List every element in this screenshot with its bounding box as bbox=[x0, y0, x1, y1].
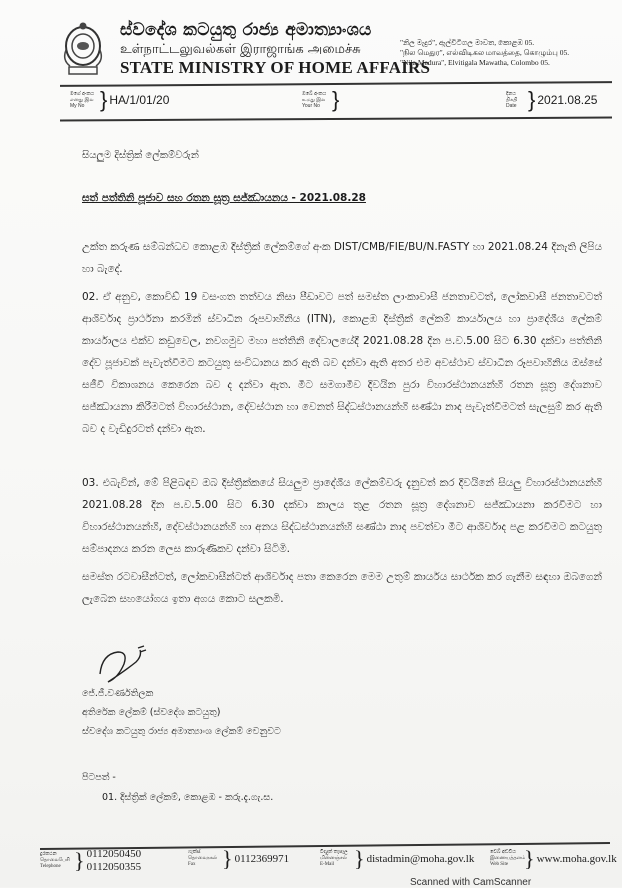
header-bottom-rule bbox=[60, 117, 612, 121]
telephone-label: දුරකථන தொலைபேசி Telephone bbox=[40, 852, 70, 869]
footer-fax bbox=[188, 848, 289, 870]
website-label: වෙබ් අඩවිය இணையத்தளம் Web Site bbox=[490, 850, 526, 867]
brace: } bbox=[332, 87, 340, 112]
brace: } bbox=[100, 87, 108, 112]
salutation: සියලුම දිස්ත්‍රික් ලේකම්වරුන් bbox=[82, 150, 199, 161]
fax-label: ෆැක්ස් தொலைநகல் Fax bbox=[188, 850, 218, 867]
signatory-name: ජේ.ජී.වර්ණතිලක bbox=[82, 688, 154, 699]
date-field bbox=[506, 89, 597, 111]
telephone-number: 0112050450 bbox=[86, 848, 142, 860]
email-label: විද්‍යුත් තැපෑල மின்னஞ்சல் E-Mail bbox=[320, 850, 348, 867]
ministry-name-english: STATE MINISTRY OF HOME AFFAIRS bbox=[120, 58, 431, 77]
signatory-on-behalf: ස්වදේශ කටයුතු රාජ්‍ය අමාත්‍යාංශ ලේකම් වෙනුවට bbox=[82, 726, 281, 737]
address-english: "Nila Medura", Elvitigala Mawatha, Colombo 05. bbox=[400, 58, 550, 67]
brace: } bbox=[528, 87, 536, 112]
date-value: 2021.08.25 bbox=[537, 93, 598, 107]
your-number-field bbox=[302, 89, 341, 111]
paragraph-4: සමස්ත රටවාසීන්ටත්, ලෝකවාසීන්ටත් ආශිර්වාද පතා කෙරෙන මෙම උතුම් කාර්යය සාර්ථක කර ගැනීම සඳහා ඔබගෙන් ලැබෙන සහයෝගය ඉතා අගය කොට සලකමි. bbox=[82, 571, 602, 605]
address-sinhala: "නිල මැදුර", ඇල්විටිගල මාවත, කොළඹ 05. bbox=[400, 38, 535, 47]
copies-label: පිටපත් - bbox=[82, 772, 116, 783]
my-number-field bbox=[70, 89, 169, 111]
website-link[interactable]: www.moha.gov.lk bbox=[536, 852, 617, 865]
ministry-name-block bbox=[120, 20, 430, 78]
my-number-label: මගේ අංකය எனது இல My No bbox=[70, 91, 94, 109]
my-number-value: HA/1/01/20 bbox=[109, 93, 170, 107]
signatory-title: අතිරේක ලේකම් (ස්වදේශ කටයුතු) bbox=[82, 707, 221, 718]
fax-number: 0112369971 bbox=[234, 852, 290, 865]
address-tamil: "நில மெதுர", எல்விடிகல மாவத்தை, கொழும்பு 05. bbox=[400, 48, 570, 57]
date-label: දිනය திகதி Date bbox=[506, 91, 518, 109]
footer-website bbox=[490, 848, 617, 870]
footer-telephone bbox=[40, 848, 141, 874]
letter-subject: සත් පත්තිනි පූජාව සහ රතන සූත්‍ර සජ්ඣායනය - 2021.08.28 bbox=[82, 192, 366, 204]
copy-item: 01. දිස්ත්‍රික් ලේකම්, කොළඹ - කරු.දැ.ගැ.ස. bbox=[102, 792, 274, 803]
brace: } bbox=[74, 848, 85, 873]
signatory-block bbox=[82, 684, 281, 741]
email-link[interactable]: distadmin@moha.gov.lk bbox=[366, 852, 475, 865]
telephone-number: 0112050355 bbox=[86, 861, 142, 873]
paragraph-1: උක්ත කරුණ සම්බන්ධව කොළඹ දිස්ත්‍රික් ලේකම්ගේ අංක DIST/CMB/FIE/BU/N.FASTY හා 2021.08.24 දිනැති ලිපිය හා බැදේ. bbox=[82, 241, 602, 275]
brace: } bbox=[222, 846, 233, 871]
ministry-name-tamil: உள்நாட்டலுவல்கள் இராஜாங்க அமைச்சு bbox=[120, 42, 361, 57]
national-emblem-icon bbox=[60, 20, 106, 78]
paragraph-3: 03. එබැවින්, මේ පිළිබඳව ඔබ දිස්ත්‍රික්කයේ සියලුම ප්‍රාදේශීය ලේකම්වරු දැනුවත් කර දිවයිනේ සියලු විහාරස්ථානයන්හි 2021.08.28 දින ප.ව.5.00 සිට 6.30 දක්වා කාලය තුළ රතන සූත්‍ර දේශනාව සජ්ඣායනා කරවීමට හා විහාරස්ථානයන්හි, දේවස්ථානයන්හි හා අනය සිද්ධස්ථානයන්හි ඝණ්ඨා නාද පවත්වා මීට ආශිර්වාද පළ කරවීමට කටයුතු සම්පාදනය කරන ලෙස කාරුණිකව දන්වා සිටිමි. bbox=[82, 477, 602, 555]
brace: } bbox=[524, 846, 535, 871]
copies-block bbox=[82, 768, 273, 808]
paragraph-2: 02. ඒ අනුව, කොවිඩ් 19 වසංගත තත්වය නිසා පීඩාවට පත් සමස්ත ලාංකාවාසී ජනතාවටත්, ලෝකවාසී ජනතාවටත් ආශිර්වාද ප්‍රාර්ථනා කරමින් ස්වාධීන රූපවාහිනිය (ITN), කොළඹ දිස්ත්‍රික් ලේකම් කාර්යාලය හා ප්‍රාදේශීය ලේකම් කාර්යාලය එක්ව කඩුවෙල, නවගමුව මහා පත්තිනි දේවාලයේදී 2021.08.28 දින ප.ව.5.00 සිට 6.30 දක්වා පත්තිනි දේව පූජාවක් පැවැත්වීමට කටයුතු සංවිධානය කර ඇති බව දන්වා ඇති අතර එම අවස්ථාව ස්වාධීන රූපවාහිනිය ඔස්සේ සජීවී විකාශනය කෙරෙන බව ද දන්වා ඇත. මීට සමගාමීව දිවයින පුරා විහාරස්ථානයන්හි රතන සූත්‍ර දේශනාව සජ්ඣායනා කිරීමටත් විහාරස්ථාන, දේවස්ථාන හා වෙනත් සිද්ධස්ථානයන්හි ඝණ්ඨා නාද පැවැත්වීමටත් සැලසුම් කර ඇති බව ද වැඩිදුරටත් දන්වා ඇත. bbox=[82, 291, 602, 435]
scanner-watermark: Scanned with CamScanner bbox=[410, 877, 532, 888]
footer-email bbox=[320, 848, 474, 870]
brace: } bbox=[354, 846, 365, 871]
reference-row bbox=[70, 89, 610, 115]
signature-mark bbox=[96, 644, 156, 684]
footer-contacts bbox=[40, 848, 620, 878]
your-number-label: ඔබේ අංකය உமது இல Your No bbox=[302, 91, 327, 109]
ministry-name-sinhala: ස්වදේශ කටයුතු රාජ්‍ය අමාත්‍යාංශය bbox=[120, 20, 372, 40]
ministry-address bbox=[400, 38, 569, 68]
